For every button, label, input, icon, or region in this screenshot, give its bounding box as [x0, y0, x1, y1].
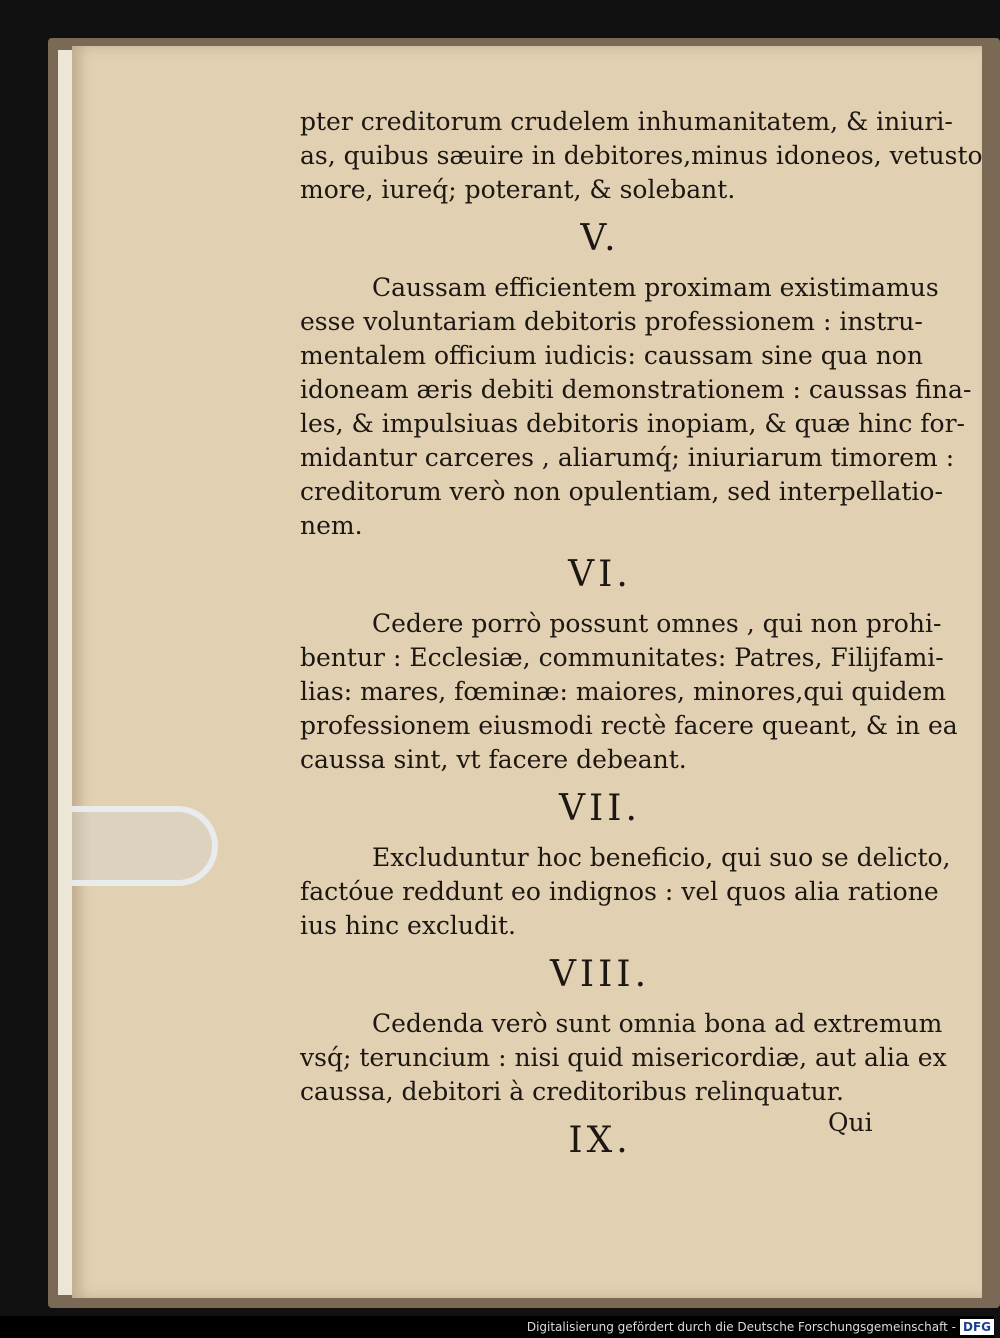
text-line: professionem eiusmodi rectè facere queant, & in ea: [300, 711, 958, 740]
text-line: midantur carceres , aliarumq́; iniuriarum timorem :: [300, 443, 955, 472]
section-heading: IX.: [568, 1120, 632, 1161]
section-heading: VIII.: [549, 954, 651, 995]
paragraph: [300, 841, 951, 943]
text-line: as, quibus sæuire in debitores,minus idoneos, vetusto: [300, 141, 983, 170]
text-line: idoneam æris debiti demonstrationem : caussas fina-: [300, 375, 972, 404]
paragraph: [300, 607, 958, 777]
text-line: Cedere porrò possunt omnes , qui non prohi-: [372, 609, 942, 638]
text-line: vsq́; teruncium : nisi quid misericordiæ, aut alia ex: [300, 1043, 947, 1072]
text-line: lias: mares, fœminæ: maiores, minores,qui quidem: [300, 677, 946, 706]
text-line: caussa, debitori à creditoribus relinquatur.: [300, 1077, 844, 1106]
section-heading: V.: [580, 218, 620, 259]
paragraph: [300, 105, 983, 207]
paper-clip: [72, 806, 218, 886]
footer-text: Digitalisierung gefördert durch die Deutsche Forschungsgemeinschaft -: [526, 1320, 956, 1334]
catchword: Qui: [828, 1108, 873, 1137]
text-line: les, & impulsiuas debitoris inopiam, & quæ hinc for-: [300, 409, 965, 438]
text-line: more, iureq́; poterant, & solebant.: [300, 175, 736, 204]
text-line: creditorum verò non opulentiam, sed interpellatio-: [300, 477, 943, 506]
text-line: esse voluntariam debitoris professionem : instru-: [300, 307, 923, 336]
text-line: ius hinc excludit.: [300, 911, 517, 940]
text-line: pter creditorum crudelem inhumanitatem, & iniuri-: [300, 107, 953, 136]
text-line: nem.: [300, 511, 363, 540]
text-line: Caussam efficientem proximam existimamus: [372, 273, 939, 302]
text-line: mentalem officium iudicis: caussam sine qua non: [300, 341, 923, 370]
section-heading: VII.: [559, 788, 641, 829]
text-line: bentur : Ecclesiæ, communitates: Patres, Filijfami-: [300, 643, 944, 672]
text-line: caussa sint, vt facere debeant.: [300, 745, 687, 774]
text-line: Cedenda verò sunt omnia bona ad extremum: [372, 1009, 943, 1038]
section-heading: VI.: [568, 554, 632, 595]
paragraph: [300, 271, 972, 543]
text-line: Excluduntur hoc beneficio, qui suo se delicto,: [372, 843, 951, 872]
digitization-footer: [0, 1316, 994, 1338]
paragraph: [300, 1007, 947, 1109]
page-text: [300, 105, 983, 1173]
text-line: factóue reddunt eo indignos : vel quos alia ratione: [300, 877, 939, 906]
dfg-logo: DFG: [960, 1319, 994, 1335]
